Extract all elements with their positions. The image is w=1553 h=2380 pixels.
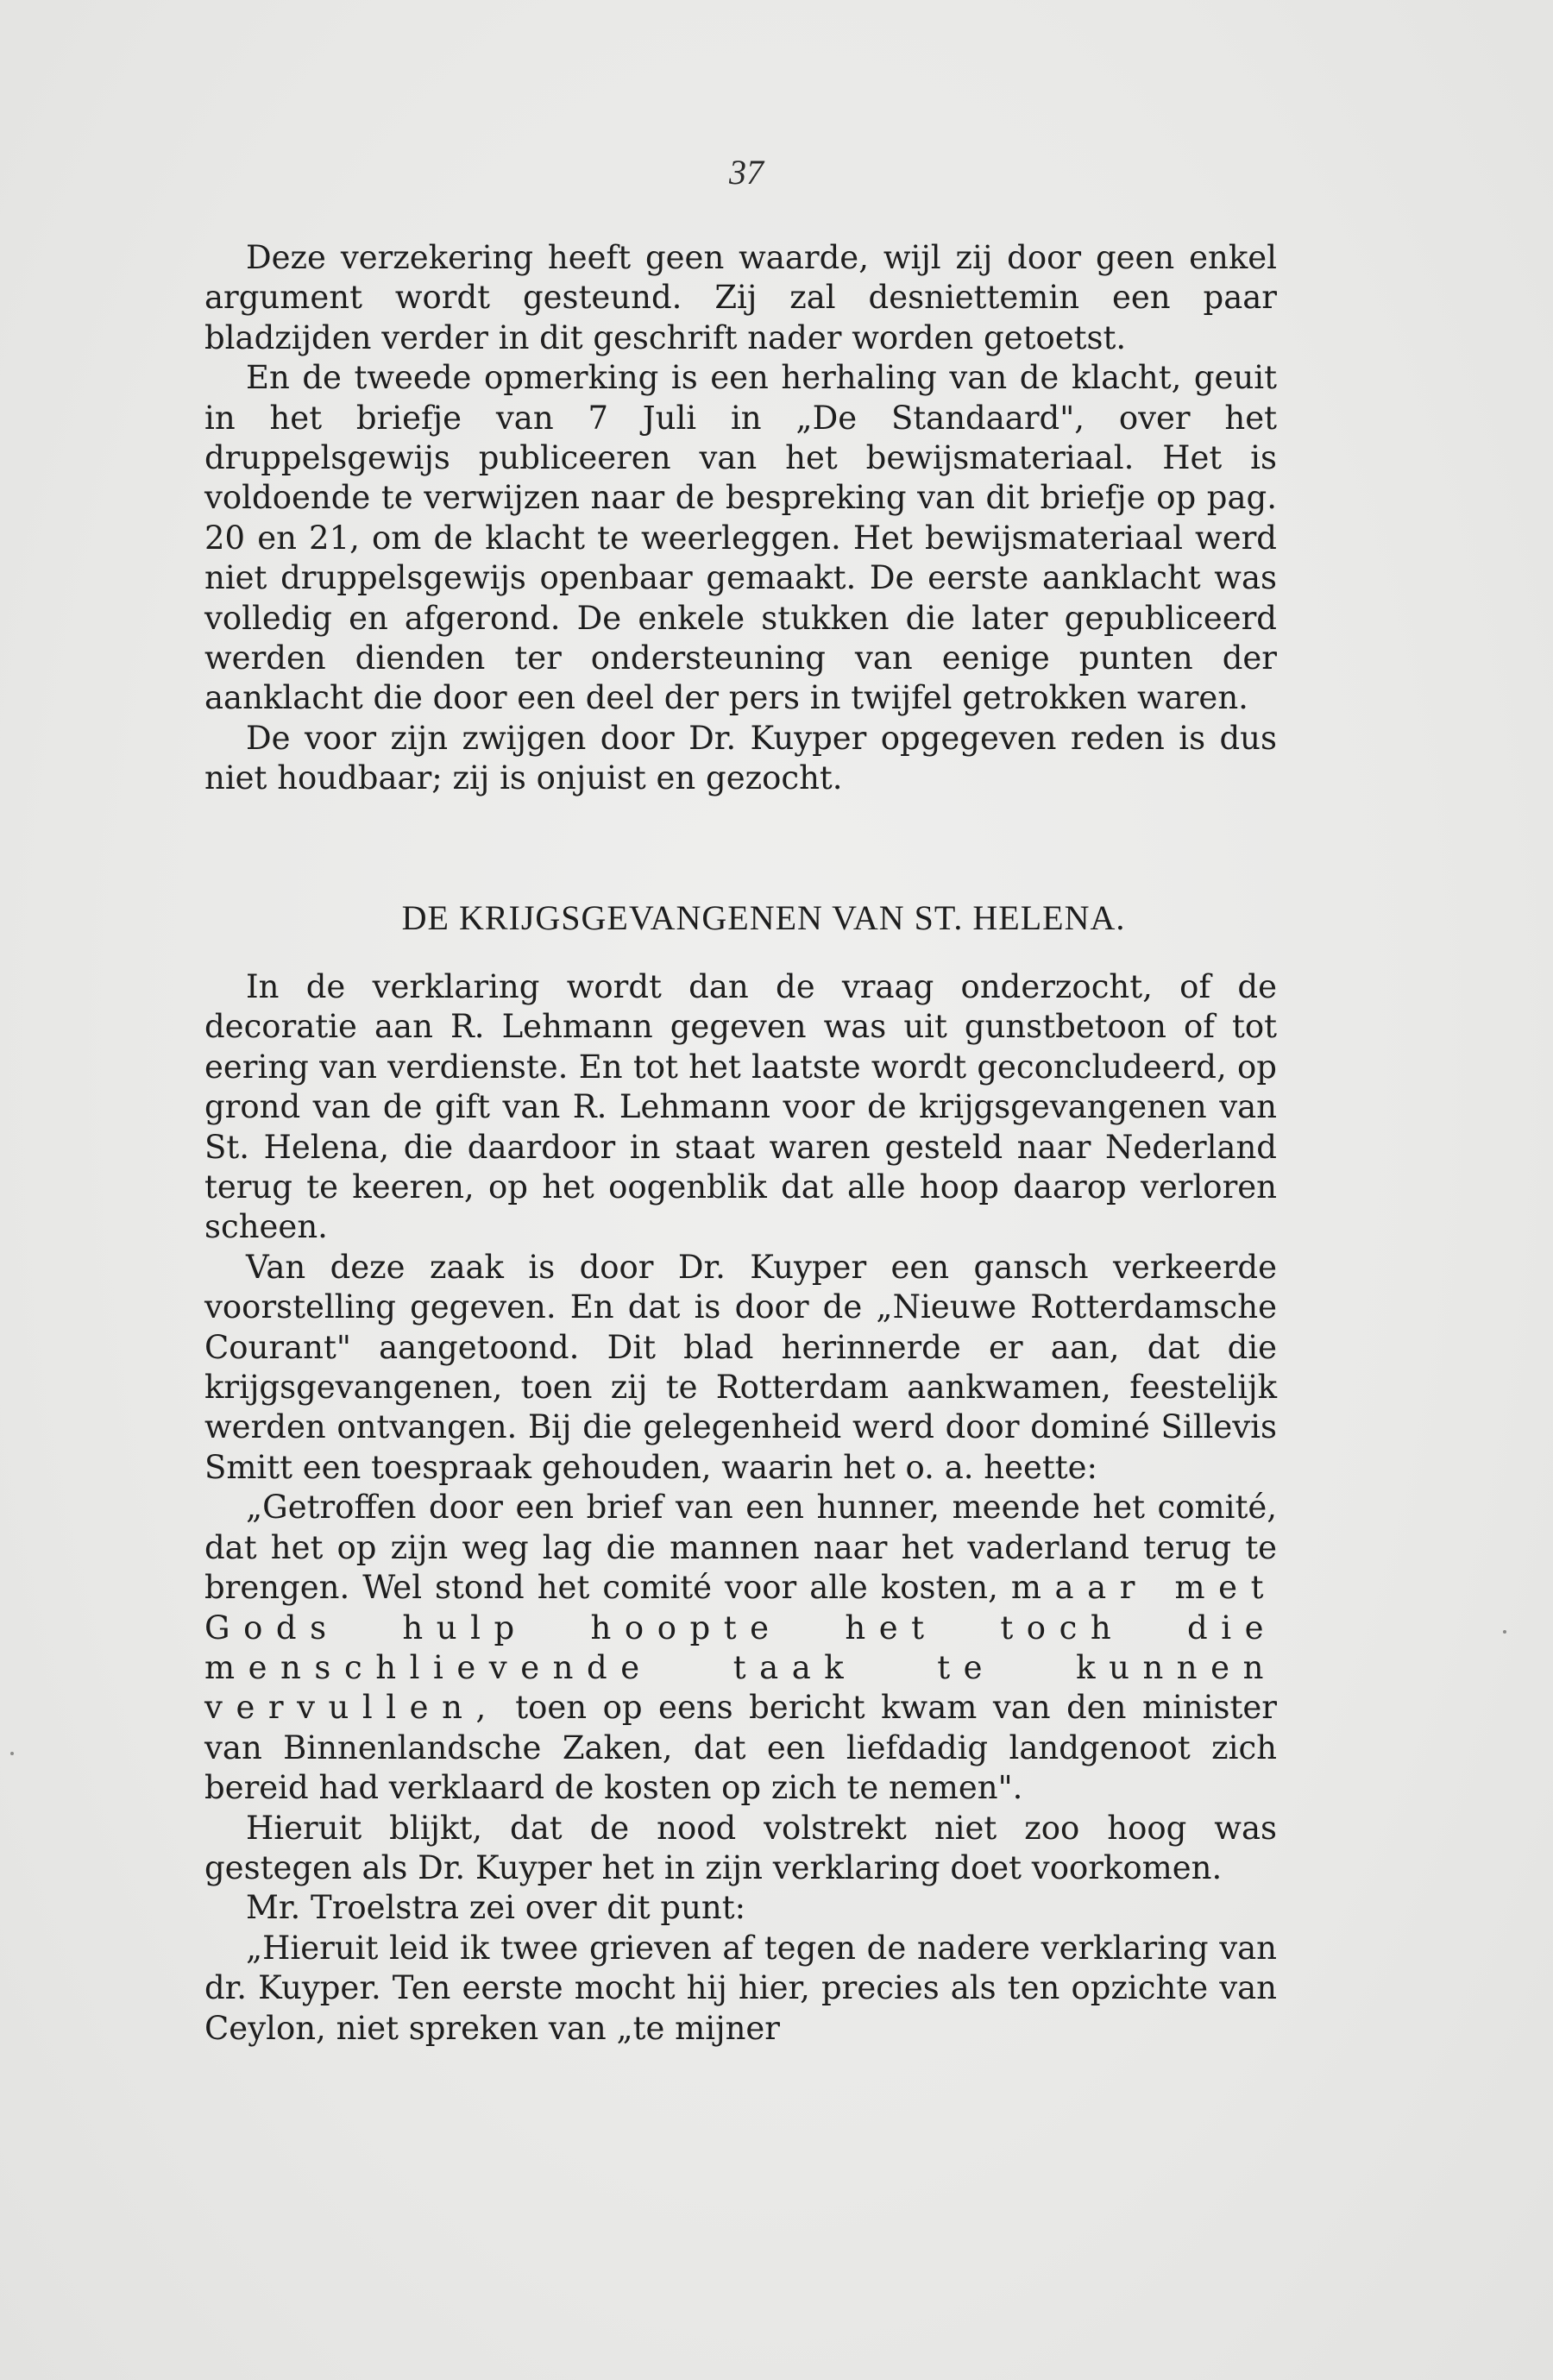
- emphasized-quote-text: maar met Gods hulp hoopte het toch die menschlievende taak te kunnen vervullen,: [204, 1569, 1278, 1727]
- paragraph: Mr. Troelstra zei over dit punt:: [246, 1889, 746, 1927]
- paragraph: En de tweede opmerking is een herhaling van de klacht, geuit in het briefje van 7 Juli in „De Standaard", over het druppelsgewijs publiceeren van het bewijsmateriaal. Het is voldoende te verwijzen naar de bespreking van dit briefje op pag. 20 en 21, om de klacht te weerleggen. Het bewijsmateriaal werd niet druppelsgewijs openbaar gemaakt. De eerste aanklacht was volledig en afgerond. De enkele stukken die later gepubliceerd werden dienden ter ondersteuning van eenige punten der aanklacht die door een deel der pers in twijfel getrokken waren.: [204, 359, 1277, 717]
- quotation-paragraph: [204, 1488, 1277, 1808]
- quote-text: „Getroffen door een brief van een hunner, meende het comité, dat het op zijn weg lag die mannen naar het vaderland terug te brengen. Wel stond het comité voor alle kosten,: [204, 1489, 1277, 1607]
- text-section-1: [204, 238, 1277, 799]
- quote-text: toen op eens bericht kwam van den minister van Binnenlandsche Zaken, dat een liefdadig landgenoot zich bereid had verklaard de kosten op zich te nemen".: [204, 1689, 1277, 1807]
- page-number: 37: [729, 153, 764, 192]
- paragraph: „Hieruit leid ik twee grieven af tegen de nadere verklaring van dr. Kuyper. Ten eerste mocht hij hier, precies als ten opzichte van Ceylon, niet spreken van „te mijner: [204, 1929, 1277, 2047]
- paragraph: In de verklaring wordt dan de vraag onderzocht, of de decoratie aan R. Lehmann gegeven was uit gunstbetoon of tot eering van verdienste. En tot het laatste wordt geconcludeerd, op grond van de gift van R. Lehmann voor de krijgsgevangenen van St. Helena, die daardoor in staat waren gesteld naar Nederland terug te keeren, op het oogenblik dat alle hoop daarop verloren scheen.: [204, 968, 1277, 1246]
- paragraph: Hieruit blijkt, dat de nood volstrekt niet zoo hoog was gestegen als Dr. Kuyper het in zijn verklaring doet voorkomen.: [204, 1809, 1277, 1886]
- paper-speck: [1503, 1630, 1506, 1634]
- paragraph: Van deze zaak is door Dr. Kuyper een gansch verkeerde voorstelling gegeven. En dat is door de „Nieuwe Rotterdamsche Courant" aangetoond. Dit blad herinnerde er aan, dat die krijgsgevangenen, toen zij te Rotterdam aankwamen, feestelijk werden ontvangen. Bij die gelegenheid werd door dominé Sillevis Smitt een toespraak gehouden, waarin het o. a. heette:: [204, 1248, 1277, 1486]
- paragraph: Deze verzekering heeft geen waarde, wijl zij door geen enkel argument wordt gesteund. Zij zal desniettemin een paar bladzijden verder in dit geschrift nader worden getoetst.: [204, 239, 1277, 356]
- paper-speck: [10, 1752, 14, 1755]
- section-heading: DE KRIJGSGEVANGENEN VAN ST. HELENA.: [401, 898, 1126, 937]
- text-section-2: [204, 967, 1277, 2049]
- paragraph: De voor zijn zwijgen door Dr. Kuyper opgegeven reden is dus niet houdbaar; zij is onjuist en gezocht.: [204, 719, 1277, 797]
